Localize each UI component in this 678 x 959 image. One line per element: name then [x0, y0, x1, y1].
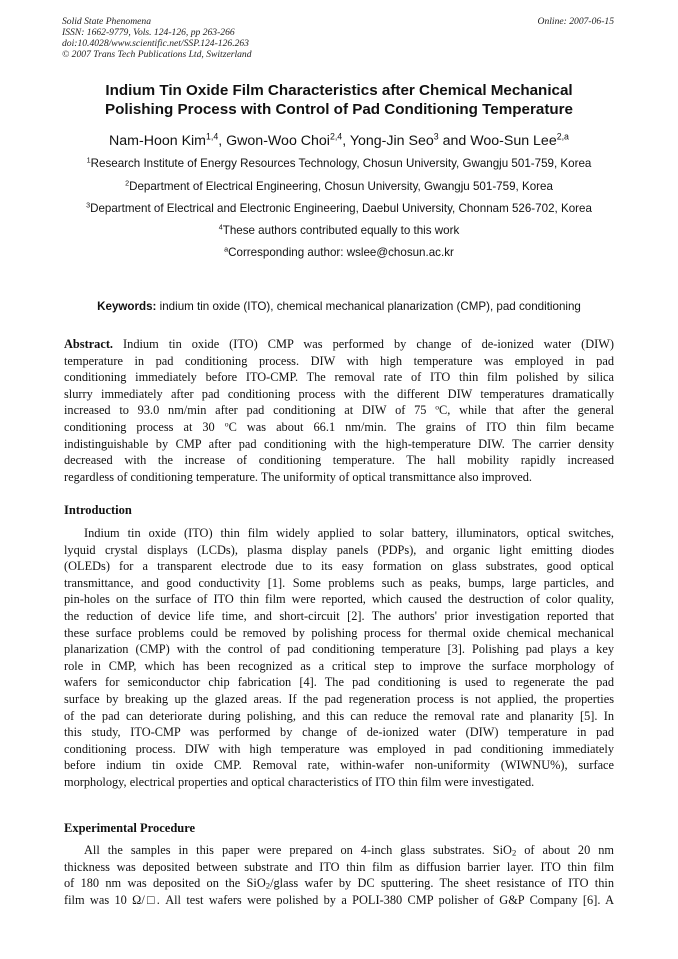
intro-line: planarization (CMP) with the control of pad conditioning temperature [3]. Polishing pad plays a key [64, 642, 614, 657]
abstract-line: conditioning immediately before ITO-CMP. The removal rate of ITO thin film polished by silica [64, 370, 614, 385]
affiliation-2: $^2$Department of Electrical Engineering, Chosun University, Gwangju 501-759, Korea [125, 178, 553, 193]
affiliation-3: $^3$Department of Electrical and Electronic Engineering, Daebul University, Chonnam 526-702, Korea [86, 200, 592, 215]
intro-line: surface by breaking up the glazed areas. If the pad regeneration process is not applied, the properties [64, 691, 614, 706]
abstract-line: Abstract. Indium tin oxide (ITO) CMP was performed by change of de-ionized water (DIW) [64, 337, 614, 351]
intro-line: of the pad can deteriorate during polishing, and this can reduce the removal rate and planarity [5]. In [64, 708, 614, 723]
author-4: Woo-Sun Lee [470, 133, 557, 149]
introduction-body [64, 525, 614, 791]
author-3-affil: 3 [433, 131, 439, 142]
keywords-label: Keywords: [97, 300, 157, 313]
copyright: © 2007 Trans Tech Publications Ltd, Switzerland [62, 49, 252, 60]
author-3: Yong-Jin Seo [349, 133, 434, 149]
intro-line: role in CMP, which has been recognized as a critical step to improve the surface morphology of [64, 658, 614, 673]
author-1: Nam-Hoon Kim [109, 133, 207, 149]
experimental-line: thickness was deposited between substrate and ITO thin film as diffusion barrier layer. ITO thin film [64, 859, 614, 874]
intro-line: transmittance, and good conductivity [1]. Some problems such as peaks, bumps, large particles, and [64, 575, 614, 590]
abstract-line: increased to 93.0 nm/min after pad conditioning at DIW of 75 $^o$C, while that after the general [64, 402, 614, 418]
abstract-line: temperature in pad conditioning process. DIW with high temperature was employed in pad [64, 353, 614, 368]
experimental-line: film was 10 Ω/□. All test wafers were polished by a POLI-380 CMP polisher of G&P Company [6]. A [64, 892, 614, 907]
abstract-line: decreased with the increase of conditioning temperature. The hall mobility rapidly increased [64, 453, 614, 468]
online-date: Online: 2007-06-15 [537, 16, 614, 27]
abstract-line: slurry immediately after pad conditioning process with the different DIW temperatures dramatically [64, 386, 614, 401]
experimental-heading: Experimental Procedure [64, 821, 196, 835]
abstract-line: conditioning process at 30 $^o$C was about 66.1 nm/min. The grains of ITO thin film became [64, 419, 614, 434]
paper-title [40, 81, 638, 119]
author-2: Gwon-Woo Choi [226, 133, 330, 149]
abstract-line: regardless of conditioning temperature. The uniformity of optical transmittance also improved. [64, 469, 533, 484]
degree-sign: o [224, 419, 229, 429]
author-2-affil: 2,4 [329, 131, 343, 142]
intro-line: lyquid crystal displays (LCDs), plasma display panels (PDPs), and organic light emitting diodes [64, 542, 614, 557]
abstract [64, 336, 614, 485]
intro-line: conditioning process. DIW with high temperature was employed in pad conditioning immediately [64, 741, 614, 756]
journal-name: Solid State Phenomena [62, 16, 151, 27]
intro-line: morphology, electrical properties and optical characteristics of ITO thin film were investigated. [64, 774, 535, 789]
experimental-body [64, 842, 614, 908]
intro-line: these surface problems could be removed by polishing process for thermal oxide chemical mechanical [64, 625, 614, 640]
intro-line: wafers for semiconductor chip fabrication [4]. The pad conditioning is used to regenerate the pad [64, 675, 614, 690]
introduction-heading: Introduction [64, 503, 132, 517]
author-list: Nam-Hoon Kim$^{1,4}$, Gwon-Woo Choi$^{2,4}$, Yong-Jin Seo$^3$ and Woo-Sun Lee$^{2,a}$ [109, 131, 569, 149]
title-line-1: Indium Tin Oxide Film Characteristics after Chemical Mechanical [105, 82, 573, 99]
intro-line: the reduction of device life time, and short-circuit [2]. The authors' prior investigation reported that [64, 608, 614, 623]
experimental-line: of 180 nm was deposited on the SiO$_2$/glass wafer by DC sputtering. The sheet resistance of ITO thin [64, 876, 614, 891]
intro-line: (OLEDs) for a transparent electrode due to its easy formation on glass substrates, good optical [64, 559, 614, 574]
intro-line: this study, ITO-CMP was performed by change of de-ionized water (DIW) temperature in pad [64, 725, 614, 740]
author-conjunction: and [442, 133, 467, 149]
abstract-line: indistinguishable by CMP after pad conditioning with the high-temperature DIW. The carrier density [64, 436, 614, 451]
keywords-text: indium tin oxide (ITO), chemical mechanical planarization (CMP), pad conditioning [159, 300, 581, 313]
author-1-affil: 1,4 [206, 131, 219, 142]
journal-header [62, 16, 252, 60]
abstract-label: Abstract. [64, 337, 114, 351]
corresponding-author: $^a$Corresponding author: wslee@chosun.ac.kr [224, 244, 454, 259]
affiliation-1: $^1$Research Institute of Energy Resources Technology, Chosun University, Gwangju 501-759, Korea [86, 155, 592, 170]
author-4-affil: 2,a [556, 131, 569, 142]
keywords [20, 300, 658, 314]
experimental-line: All the samples in this paper were prepared on 4-inch glass substrates. SiO$_2$ of about 20 nm [84, 843, 614, 858]
title-line-2: Polishing Process with Control of Pad Conditioning Temperature [104, 101, 574, 118]
doi: doi:10.4028/www.scientific.net/SSP.124-126.263 [62, 38, 249, 49]
degree-sign: o [435, 402, 440, 412]
intro-line: before indium tin oxide CMP. Removal rate, within-wafer non-uniformity (WIWNU%), surface [64, 758, 614, 773]
issn: ISSN: 1662-9779, Vols. 124-126, pp 263-266 [62, 27, 235, 38]
intro-line: pin-holes on the surface of ITO thin film were reported, which caused the destruction of color quality, [64, 592, 614, 607]
intro-line: Indium tin oxide (ITO) thin film widely applied to solar battery, illuminators, optical switches, [84, 526, 614, 540]
affiliation-4: $^4$These authors contributed equally to this work [218, 222, 460, 237]
